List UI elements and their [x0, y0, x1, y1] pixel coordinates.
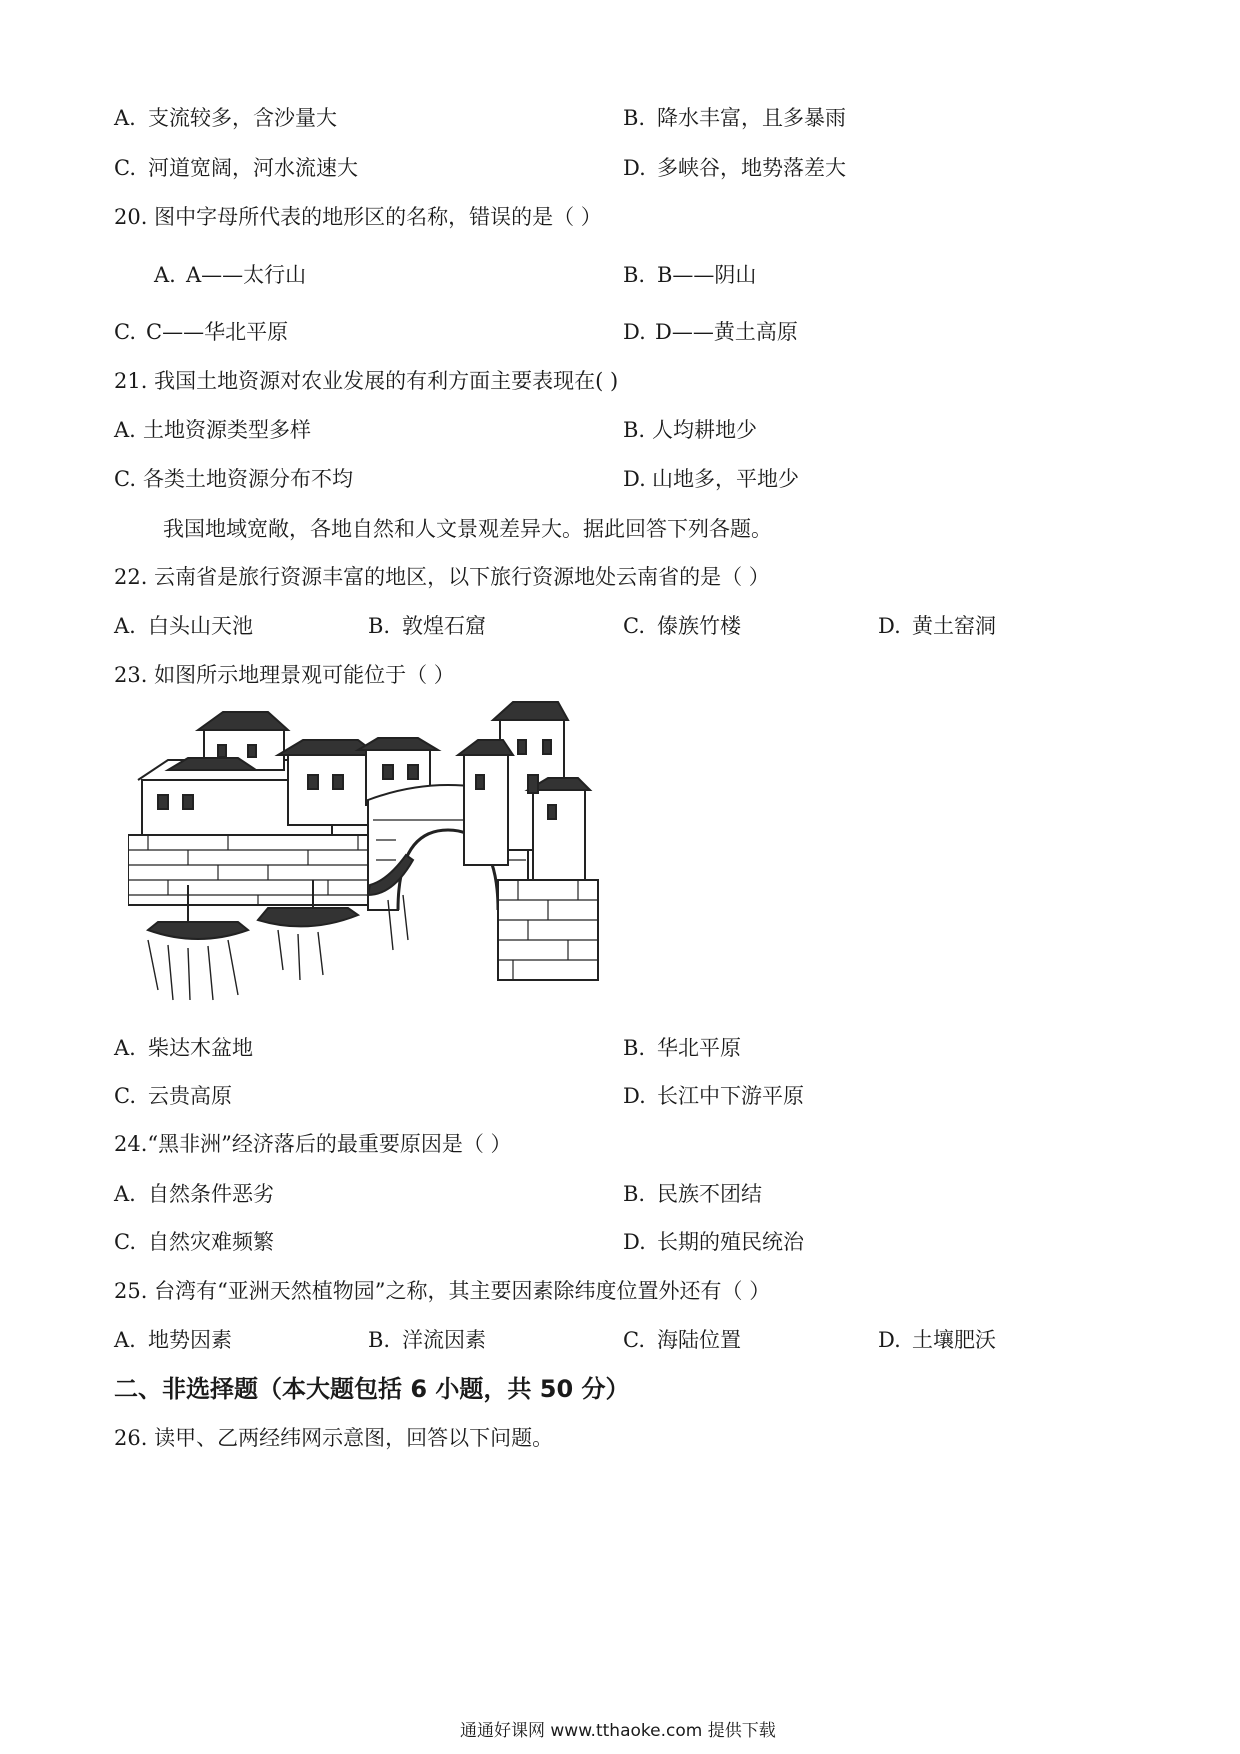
option-text: 土壤肥沃 — [912, 1328, 996, 1352]
option-text: 山地多，平地少 — [652, 467, 799, 491]
option-label: D. — [878, 614, 901, 638]
option-label: C. — [623, 1328, 645, 1352]
option-text: D——黄土高原 — [655, 320, 798, 344]
option-label: D. — [878, 1328, 901, 1352]
option-label: B. — [623, 1182, 646, 1206]
option-label: A. — [114, 1328, 136, 1352]
option-label: D. — [623, 320, 646, 344]
option-text: 地势因素 — [148, 1328, 232, 1352]
option-text: 河道宽阔，河水流速大 — [148, 156, 358, 180]
option-label: A. — [114, 418, 136, 442]
option-label: A. — [114, 614, 136, 638]
option-label: B. — [368, 1328, 391, 1352]
house — [464, 755, 508, 865]
option-label: C. — [114, 320, 136, 344]
question-stem: 24.“黑非洲”经济落后的最重要原因是（ ） — [114, 1132, 512, 1156]
option-text: 傣族竹楼 — [657, 614, 741, 638]
option-label: A. — [114, 1036, 136, 1060]
option-text: 支流较多，含沙量大 — [148, 106, 337, 130]
option-text: 民族不团结 — [657, 1182, 762, 1206]
house — [533, 790, 585, 885]
option-text: 华北平原 — [657, 1036, 741, 1060]
question-stem: 22. 云南省是旅行资源丰富的地区，以下旅行资源地处云南省的是（ ） — [114, 565, 770, 589]
option-label: C. — [114, 156, 136, 180]
question-stem: 26. 读甲、乙两经纬网示意图，回答以下问题。 — [114, 1426, 554, 1450]
option-label: C. — [114, 1084, 136, 1108]
option-text: C——华北平原 — [146, 320, 289, 344]
option-label: B. — [368, 614, 391, 638]
option-label: C. — [114, 467, 136, 491]
option-text: 白头山天池 — [148, 614, 253, 638]
option-text: 土地资源类型多样 — [143, 418, 311, 442]
option-label: A. — [154, 263, 176, 287]
option-text: 自然条件恶劣 — [148, 1182, 274, 1206]
house-roof — [493, 702, 568, 720]
option-text: 人均耕地少 — [652, 418, 757, 442]
page-footer: 通通好课网 www.tthaoke.com 提供下载 — [460, 1721, 776, 1741]
option-text: 海陆位置 — [657, 1328, 741, 1352]
water-town-illustration — [128, 700, 616, 1008]
question-stem: 21. 我国土地资源对农业发展的有利方面主要表现在( ) — [114, 369, 619, 393]
option-label: C. — [114, 1230, 136, 1254]
option-label: A. — [114, 106, 136, 130]
option-text: 敦煌石窟 — [402, 614, 486, 638]
boat — [148, 922, 248, 939]
option-label: A. — [114, 1182, 136, 1206]
option-label: B. — [623, 263, 646, 287]
option-text: 长期的殖民统治 — [657, 1230, 804, 1254]
option-label: B. — [623, 418, 646, 442]
option-text: 云贵高原 — [148, 1084, 232, 1108]
option-text: 洋流因素 — [402, 1328, 486, 1352]
option-text: 多峡谷，地势落差大 — [657, 156, 846, 180]
question-stem: 23. 如图所示地理景观可能位于（ ） — [114, 663, 455, 687]
option-label: D. — [623, 1084, 646, 1108]
question-stem: 20. 图中字母所代表的地形区的名称，错误的是（ ） — [114, 205, 602, 229]
option-text: 柴达木盆地 — [148, 1036, 253, 1060]
option-label: B. — [623, 1036, 646, 1060]
house — [288, 755, 368, 825]
option-text: 各类土地资源分布不均 — [143, 467, 353, 491]
house-roof — [198, 712, 288, 730]
house-roof — [358, 738, 438, 750]
section-heading: 二、非选择题（本大题包括 6 小题，共 50 分） — [114, 1375, 630, 1403]
option-label: D. — [623, 467, 646, 491]
boat — [258, 908, 358, 926]
house-roof — [458, 740, 513, 755]
option-text: 长江中下游平原 — [657, 1084, 804, 1108]
passage-intro: 我国地域宽敞，各地自然和人文景观差异大。据此回答下列各题。 — [163, 517, 772, 541]
option-text: 降水丰富，且多暴雨 — [657, 106, 846, 130]
option-label: C. — [623, 614, 645, 638]
question-stem: 25. 台湾有“亚洲天然植物园”之称，其主要因素除纬度位置外还有（ ） — [114, 1279, 771, 1303]
option-text: B——阴山 — [657, 263, 757, 287]
option-label: D. — [623, 1230, 646, 1254]
option-label: D. — [623, 156, 646, 180]
option-label: B. — [623, 106, 646, 130]
option-text: 自然灾难频繁 — [148, 1230, 274, 1254]
option-text: 黄土窑洞 — [912, 614, 996, 638]
option-text: A——太行山 — [186, 263, 307, 287]
